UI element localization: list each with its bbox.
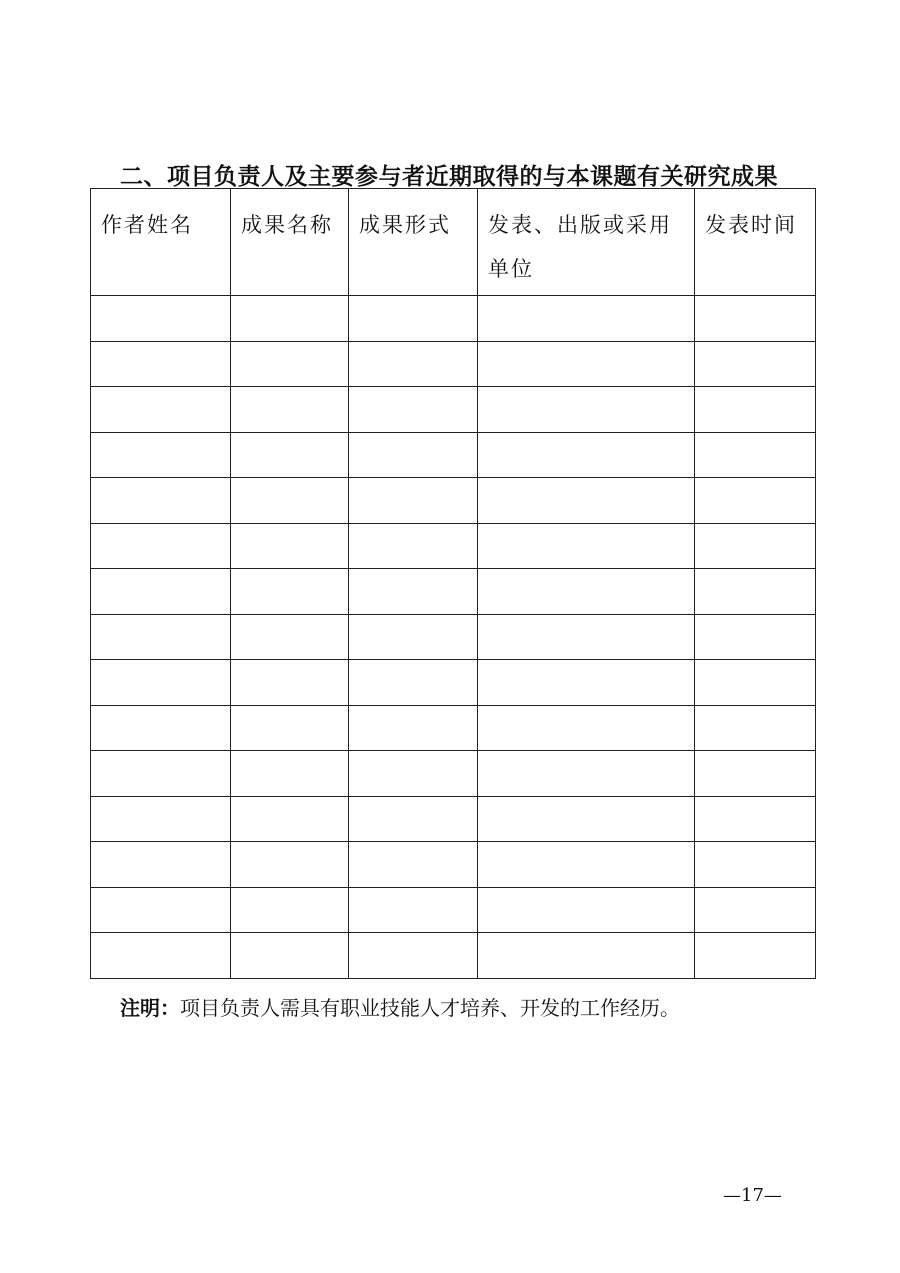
table-row (91, 887, 816, 933)
table-cell[interactable] (231, 387, 349, 433)
results-table (90, 188, 816, 979)
table-cell[interactable] (349, 341, 478, 387)
table-row (91, 796, 816, 842)
table-cell[interactable] (91, 660, 231, 706)
table-cell[interactable] (231, 705, 349, 751)
table-cell[interactable] (91, 842, 231, 888)
table-cell[interactable] (349, 796, 478, 842)
header-result-name: 成果名称 (231, 189, 349, 296)
table-row (91, 387, 816, 433)
table-cell[interactable] (91, 933, 231, 979)
table-cell[interactable] (349, 569, 478, 615)
table-cell[interactable] (91, 432, 231, 478)
table-row (91, 933, 816, 979)
table-row (91, 842, 816, 888)
table-cell[interactable] (478, 478, 695, 524)
table-row (91, 705, 816, 751)
table-cell[interactable] (478, 341, 695, 387)
table-cell[interactable] (695, 751, 816, 797)
table-cell[interactable] (478, 887, 695, 933)
table-cell[interactable] (478, 387, 695, 433)
table-cell[interactable] (478, 432, 695, 478)
table-cell[interactable] (231, 296, 349, 342)
table-cell[interactable] (695, 341, 816, 387)
table-cell[interactable] (478, 523, 695, 569)
table-cell[interactable] (91, 387, 231, 433)
table-row (91, 296, 816, 342)
table-cell[interactable] (478, 705, 695, 751)
table-cell[interactable] (478, 796, 695, 842)
table-row (91, 614, 816, 660)
table-cell[interactable] (478, 614, 695, 660)
table-cell[interactable] (478, 569, 695, 615)
table-cell[interactable] (91, 569, 231, 615)
table-row (91, 432, 816, 478)
table-cell[interactable] (695, 296, 816, 342)
table-cell[interactable] (349, 887, 478, 933)
table-row (91, 660, 816, 706)
table-cell[interactable] (349, 933, 478, 979)
table-cell[interactable] (349, 705, 478, 751)
table-cell[interactable] (91, 614, 231, 660)
table-cell[interactable] (695, 523, 816, 569)
table-cell[interactable] (91, 523, 231, 569)
table-cell[interactable] (231, 432, 349, 478)
table-cell[interactable] (349, 842, 478, 888)
table-cell[interactable] (91, 705, 231, 751)
header-publish-date: 发表时间 (695, 189, 816, 296)
table-cell[interactable] (231, 569, 349, 615)
table-cell[interactable] (695, 933, 816, 979)
table-cell[interactable] (695, 887, 816, 933)
table-cell[interactable] (231, 614, 349, 660)
table-row (91, 478, 816, 524)
table-cell[interactable] (349, 751, 478, 797)
table-cell[interactable] (91, 796, 231, 842)
table-cell[interactable] (695, 705, 816, 751)
table-cell[interactable] (231, 842, 349, 888)
table-cell[interactable] (349, 523, 478, 569)
table-cell[interactable] (231, 887, 349, 933)
table-cell[interactable] (695, 432, 816, 478)
table-cell[interactable] (695, 660, 816, 706)
table-cell[interactable] (478, 296, 695, 342)
header-author-name: 作者姓名 (91, 189, 231, 296)
table-cell[interactable] (695, 614, 816, 660)
table-cell[interactable] (349, 296, 478, 342)
table-cell[interactable] (478, 660, 695, 706)
table-cell[interactable] (231, 751, 349, 797)
table-cell[interactable] (349, 614, 478, 660)
table-cell[interactable] (695, 387, 816, 433)
table-cell[interactable] (91, 478, 231, 524)
table-cell[interactable] (91, 341, 231, 387)
header-result-form: 成果形式 (349, 189, 478, 296)
table-cell[interactable] (231, 478, 349, 524)
table-cell[interactable] (349, 432, 478, 478)
table-cell[interactable] (695, 569, 816, 615)
table-cell[interactable] (349, 660, 478, 706)
page-number: —17— (723, 1185, 782, 1206)
table-body (91, 296, 816, 979)
table-cell[interactable] (695, 478, 816, 524)
table-cell[interactable] (91, 751, 231, 797)
table-cell[interactable] (478, 842, 695, 888)
note (120, 992, 820, 1021)
note-text: 项目负责人需具有职业技能人才培养、开发的工作经历。 (180, 996, 680, 1020)
table-row (91, 341, 816, 387)
table-cell[interactable] (349, 387, 478, 433)
table-cell[interactable] (478, 933, 695, 979)
table-row (91, 569, 816, 615)
table-cell[interactable] (231, 660, 349, 706)
table-row (91, 523, 816, 569)
header-publisher: 发表、出版或采用单位 (478, 189, 695, 296)
table-cell[interactable] (695, 842, 816, 888)
table-cell[interactable] (695, 796, 816, 842)
section-title: 二、项目负责人及主要参与者近期取得的与本课题有关研究成果 (120, 163, 778, 190)
table-cell[interactable] (91, 296, 231, 342)
table-row (91, 751, 816, 797)
table-cell[interactable] (478, 751, 695, 797)
table-cell[interactable] (91, 887, 231, 933)
table-cell[interactable] (231, 523, 349, 569)
table-cell[interactable] (231, 341, 349, 387)
note-label: 注明： (120, 996, 180, 1020)
table-cell[interactable] (231, 933, 349, 979)
table-cell[interactable] (231, 796, 349, 842)
table-cell[interactable] (349, 478, 478, 524)
table-header-row (91, 189, 816, 296)
